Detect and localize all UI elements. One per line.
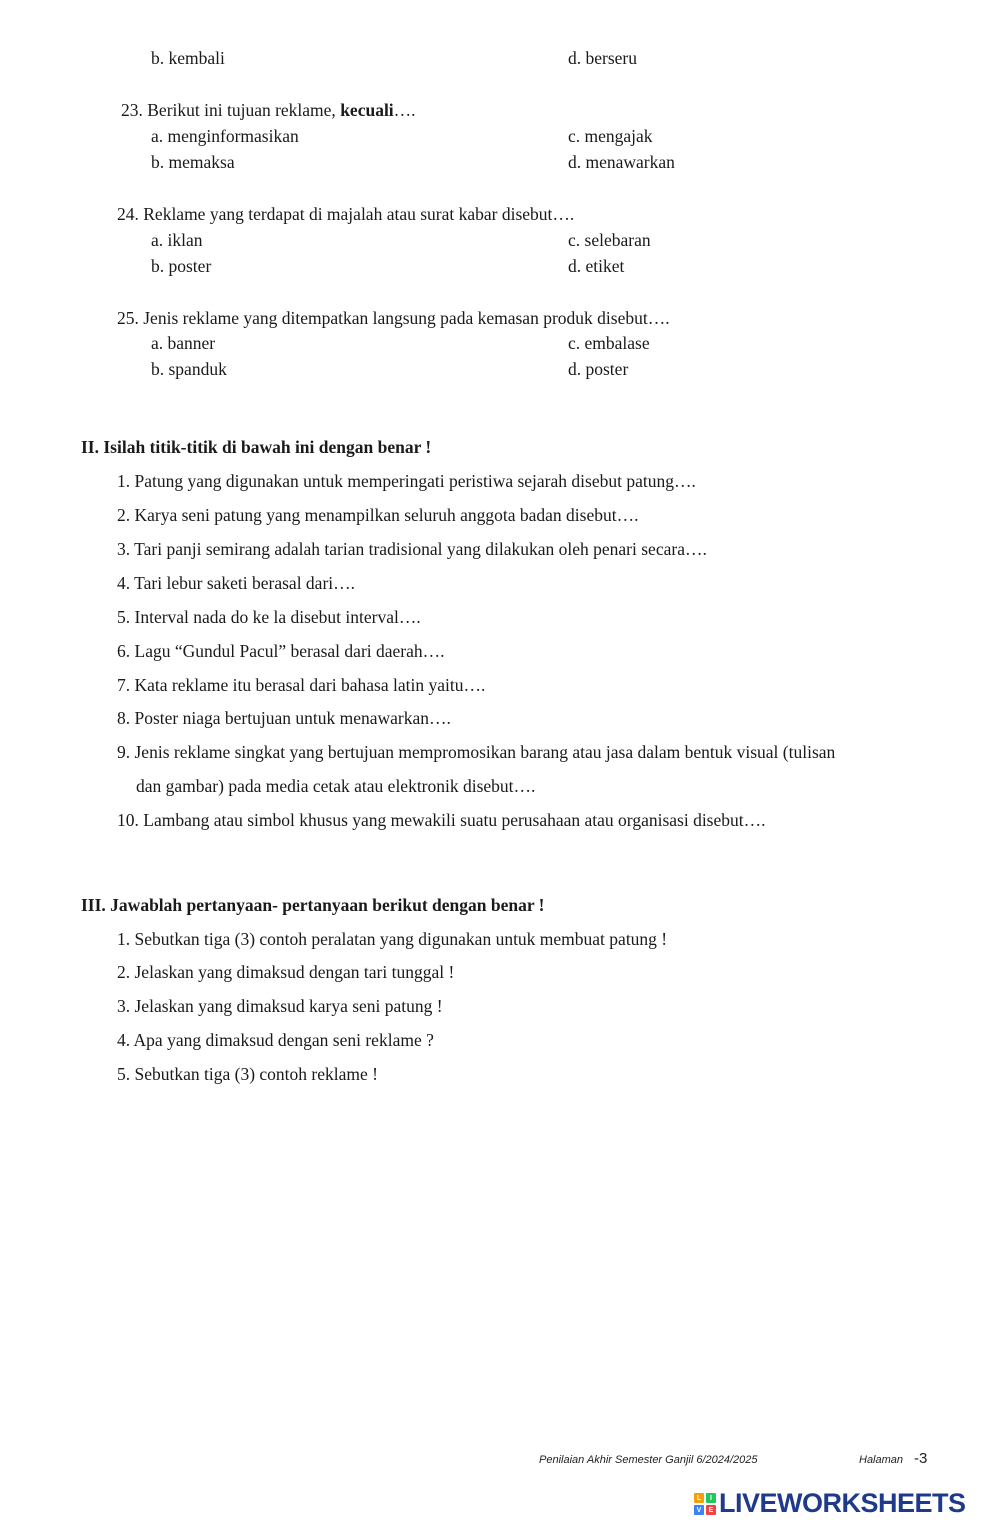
q23-stem	[121, 99, 416, 121]
q25-option-a: a. banner	[151, 333, 216, 353]
logo-cell: E	[706, 1505, 716, 1515]
section-2-item: 8. Poster niaga bertujuan untuk menawarkan….	[117, 708, 451, 728]
q25-option-c: c. embalase	[568, 333, 650, 353]
q22-option-b: b. kembali	[151, 48, 225, 68]
q25-option-d: d. poster	[568, 359, 629, 379]
q22-option-d: d. berseru	[568, 48, 638, 68]
section-2-item: 10. Lambang atau simbol khusus yang mewakili suatu perusahaan atau organisasi disebut….	[117, 810, 766, 830]
section-2-item: 5. Interval nada do ke la disebut interval….	[117, 607, 421, 627]
logo-cell: V	[694, 1505, 704, 1515]
liveworksheets-logo-icon	[694, 1493, 716, 1515]
section-3-item: 4. Apa yang dimaksud dengan seni reklame ?	[117, 1030, 434, 1050]
q25-option-b: b. spanduk	[151, 359, 227, 379]
section-2-item: 1. Patung yang digunakan untuk memperingati peristiwa sejarah disebut patung….	[117, 471, 696, 491]
section-2-item: 9. Jenis reklame singkat yang bertujuan mempromosikan barang atau jasa dalam bentuk visual (tulisan	[117, 742, 836, 762]
q23-option-c: c. mengajak	[568, 126, 653, 146]
q24-stem: 24. Reklame yang terdapat di majalah atau surat kabar disebut….	[117, 204, 575, 224]
footer-page-number: -3	[914, 1450, 928, 1467]
logo-cell: I	[706, 1493, 716, 1503]
q23-stem-prefix: 23. Berikut ini tujuan reklame,	[121, 100, 341, 120]
brand-wordmark[interactable]: LIVEWORKSHEETS	[719, 1488, 966, 1518]
q23-stem-suffix: ….	[393, 100, 416, 120]
q24-option-b: b. poster	[151, 256, 212, 276]
section-2-item: 3. Tari panji semirang adalah tarian tradisional yang dilakukan oleh penari secara….	[117, 539, 707, 559]
section-2-title: II. Isilah titik-titik di bawah ini dengan benar !	[81, 437, 432, 457]
section-2-item: 4. Tari lebur saketi berasal dari….	[117, 573, 356, 593]
q23-option-b: b. memaksa	[151, 152, 235, 172]
q23-stem-emphasis: kecuali	[340, 100, 394, 120]
q24-option-a: a. iklan	[151, 230, 203, 250]
section-3-item: 1. Sebutkan tiga (3) contoh peralatan yang digunakan untuk membuat patung !	[117, 929, 668, 949]
footer-page-label: Halaman	[859, 1454, 904, 1466]
section-2-item: 2. Karya seni patung yang menampilkan seluruh anggota badan disebut….	[117, 505, 639, 525]
q25-stem: 25. Jenis reklame yang ditempatkan langsung pada kemasan produk disebut….	[117, 308, 670, 328]
logo-cell: L	[694, 1493, 704, 1503]
section-3-item: 2. Jelaskan yang dimaksud dengan tari tunggal !	[117, 962, 455, 982]
section-2-item: 6. Lagu “Gundul Pacul” berasal dari daerah….	[117, 641, 445, 661]
q24-option-c: c. selebaran	[568, 230, 651, 250]
section-3-item: 3. Jelaskan yang dimaksud karya seni patung !	[117, 996, 443, 1016]
section-3-title: III. Jawablah pertanyaan- pertanyaan berikut dengan benar !	[81, 895, 545, 915]
section-3-item: 5. Sebutkan tiga (3) contoh reklame !	[117, 1064, 378, 1084]
q23-option-a: a. menginformasikan	[151, 126, 299, 146]
section-2-item: 7. Kata reklame itu berasal dari bahasa latin yaitu….	[117, 675, 486, 695]
q23-option-d: d. menawarkan	[568, 152, 675, 172]
footer-exam-label: Penilaian Akhir Semester Ganjil 6/2024/2025	[539, 1454, 758, 1466]
q24-option-d: d. etiket	[568, 256, 625, 276]
section-2-item-continuation: dan gambar) pada media cetak atau elektronik disebut….	[136, 776, 536, 796]
